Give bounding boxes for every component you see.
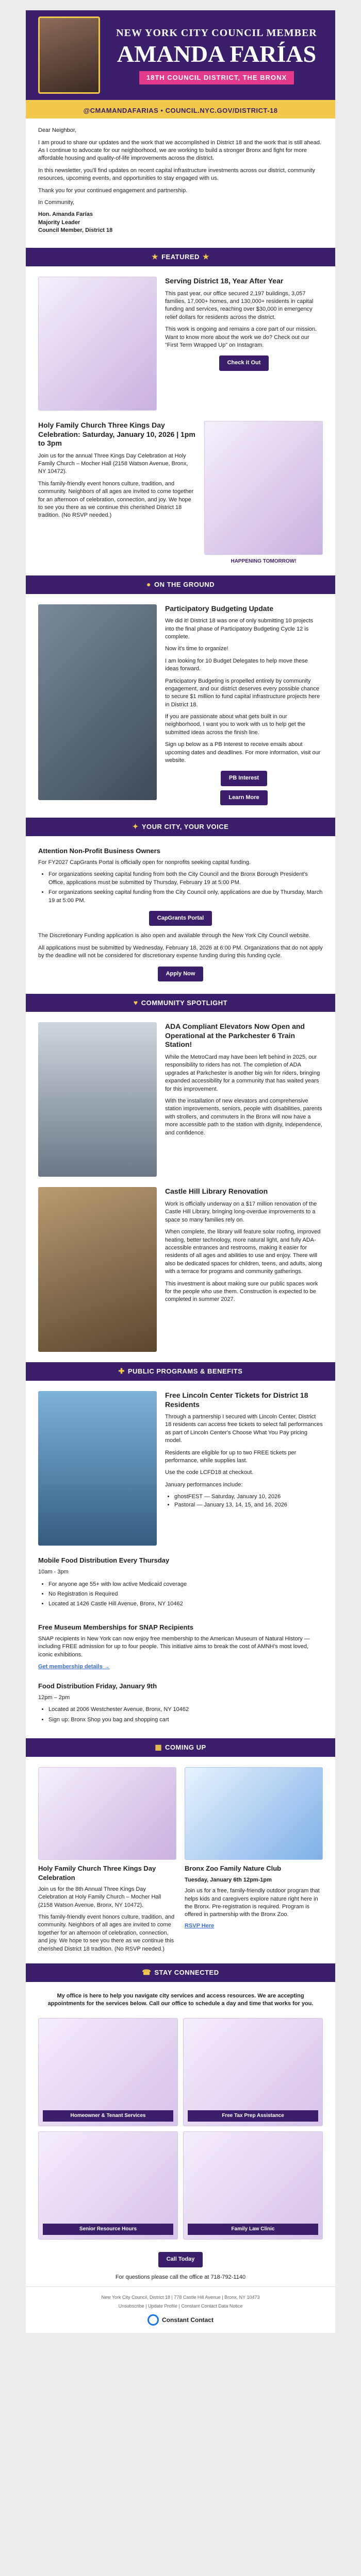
participatory-budgeting-photo	[38, 604, 157, 800]
programs-paragraph-2: Residents are eligible for up to two FREE tickets per performance, while supplies last.	[165, 1449, 297, 1464]
featured-paragraph-1: This past year, our office secured 2,197 buildings, 3,057 families, 17,000+ homes, and 130,000+ residents in capital funding and services, reaching over $30,000 in emergency relief dollars for residents across the district.	[165, 290, 314, 320]
service-flyer-4	[183, 2131, 323, 2240]
spotlight-title-1: ADA Compliant Elevators Now Open and Operational at the Parkchester 6 Train Station!	[165, 1022, 305, 1049]
intro-paragraph-3: Thank you for your continued engagement and partnership.	[38, 187, 188, 194]
coming-col-1	[38, 1767, 176, 1954]
coming-up-columns	[26, 1762, 335, 1959]
social-handle-row[interactable]: @CMAMANDAFARIAS • COUNCIL.NYC.GOV/DISTRICT-18	[26, 103, 335, 118]
programs-museum	[26, 1618, 335, 1676]
voice-deadlines-list	[48, 871, 323, 905]
voice-paragraph-1: For FY2027 CapGrants Portal is officially open for nonprofits seeking capital funding.	[38, 859, 251, 866]
ground-paragraph-1: We did it! District 18 was one of only submitting 10 projects into the final phase of Participatory Budgeting Cycle 12 is complete.	[165, 618, 314, 640]
featured-content-2	[38, 421, 196, 565]
header-banner	[26, 10, 335, 103]
services-grid	[26, 2013, 335, 2245]
star-icon: ★	[202, 252, 209, 261]
learn-more-button[interactable]: Learn More	[220, 790, 267, 805]
megaphone-icon: ✦	[132, 822, 139, 831]
section-public-programs	[26, 1362, 335, 1381]
ground-paragraph-3: I am looking for 10 Budget Delegates to help move these ideas forward.	[165, 657, 308, 672]
ground-paragraph-4: Participatory Budgeting is propelled entirely by community engagement, and our district deserves every possible chance to secure $1 million to fund capital infrastructure projects here in District 18.	[165, 677, 320, 708]
ground-content	[165, 604, 323, 808]
featured-paragraph-4: This family-friendly event honors culture, tradition, and community. Neighbors of all ages are invited to come together for an afternoon of celebration, connection, and joy. We hope to see you there as we continue this cherished District 18 tradition. (No RSVP needed.)	[38, 480, 194, 519]
phone-icon: ☎	[142, 1968, 152, 1977]
section-coming-up	[26, 1738, 335, 1757]
signature-name: Hon. Amanda Farías	[38, 211, 93, 218]
people-icon: ♥	[133, 998, 138, 1007]
spotlight-content-2	[165, 1187, 323, 1352]
featured-paragraph-3: Join us for the annual Three Kings Day Celebration at Holy Family Church – Mocher Hall (2158 Watson Avenue, Bronx, NY 10472).	[38, 452, 188, 475]
footer-address: New York City Council, District 18 | 778 Castle Hill Avenue | Bronx, NY 10473	[101, 2295, 260, 2300]
spotlight-row-1	[26, 1017, 335, 1182]
capgrants-portal-button[interactable]: CapGrants Portal	[149, 911, 212, 926]
intro-paragraph-1: I am proud to share our updates and the work that we accomplished in District 18 and the work that is still ahead. As I continue to advocate for our neighborhood, we are working to build a stronger Bronx and fight for more affordable housing and quality-of-life improvements across the district.	[38, 139, 322, 162]
section-on-the-ground	[26, 575, 335, 594]
section-community-spotlight	[26, 994, 335, 1012]
intro-letter	[26, 118, 335, 243]
programs-title-1: Free Lincoln Center Tickets for District 18 Residents	[165, 1391, 308, 1409]
constant-contact-icon	[147, 2314, 159, 2326]
list-item: • Sign up: Bronx Shop you bag and shopping cart	[48, 1716, 323, 1724]
service-flyer-1	[38, 2018, 178, 2126]
service-label-2: Free Tax Prep Assistance	[188, 2110, 318, 2122]
section-coming-label: COMING UP	[165, 1743, 206, 1751]
spotlight-row-2	[26, 1182, 335, 1357]
section-voice-label: YOUR CITY, YOUR VOICE	[141, 822, 229, 831]
banner-text	[110, 26, 323, 84]
voice-content	[26, 841, 335, 989]
programs-paragraph-4: SNAP recipients in New York can now enjoy free membership to the American Museum of Natural History — including FREE admission for up to four people. This initiative aims to break the cost of AMNH's most loved, iconic exhibitions.	[38, 1636, 310, 1658]
email-footer	[26, 2286, 335, 2333]
three-kings-flyer-image-2	[38, 1767, 176, 1860]
mobile-food-list	[48, 1581, 323, 1608]
section-stay-label: STAY CONNECTED	[154, 1968, 219, 1976]
coming-col-2	[185, 1767, 323, 1954]
programs-mobile-food	[26, 1551, 335, 1618]
spotlight-paragraph-1: While the MetroCard may have been left behind in 2025, our responsibility to riders has not. The completion of ADA upgrades at Parkchester is another big win for riders, bringing expanded accessibility for a community that has waited years for this improvement.	[165, 1054, 320, 1092]
section-stay-connected	[26, 1963, 335, 1982]
ground-paragraph-2: Now it's time to organize!	[165, 646, 228, 652]
performances-list	[174, 1493, 323, 1509]
programs-time-4: 12pm – 2pm	[38, 1694, 70, 1701]
programs-list-heading: January performances include:	[165, 1481, 243, 1488]
list-item: • ghostFEST — Saturday, January 10, 2026	[174, 1493, 323, 1501]
council-member-photo	[38, 16, 100, 94]
list-item: • For organizations seeking capital funding from the City Council only, applications are due by Thursday, March 19 at 5:00 PM.	[48, 889, 323, 905]
ground-paragraph-6: Sign up below as a PB Interest to receive emails about upcoming dates and deadlines. For more information, visit our website.	[165, 741, 321, 764]
featured-paragraph-2: This work is ongoing and remains a core part of our mission. Want to know more about the work we do? Check out our "First Term Wrapped Up" on Instagram.	[165, 326, 317, 348]
ground-row	[26, 599, 335, 813]
happening-tomorrow-caption: HAPPENING TOMORROW!	[231, 558, 297, 565]
food-friday-list	[48, 1706, 323, 1724]
coming-title-1: Holy Family Church Three Kings Day Celebration	[38, 1864, 156, 1882]
list-item: • Pastoral — January 13, 14, 15, and 16, 2026	[174, 1501, 323, 1509]
voice-paragraph-2: The Discretionary Funding application is also open and available through the New York City Council website.	[38, 933, 310, 939]
programs-content-1	[165, 1391, 323, 1546]
featured-content-1	[165, 277, 323, 411]
coming-time-2: Tuesday, January 6th 12pm-1pm	[185, 1876, 272, 1883]
lincoln-center-photo	[38, 1391, 157, 1546]
spotlight-paragraph-4: When complete, the library will feature solar roofing, improved heating, better technology, more natural light, and fully ADA-accessible entrances and restrooms, making it easier for residents of all ages and abilities to use and enjoy. There will also be dedicated spaces for children, teens, and adults, along with a terrace for programs and community gatherings.	[165, 1229, 322, 1275]
call-today-button[interactable]: Call Today	[158, 2252, 203, 2267]
section-featured	[26, 248, 335, 266]
spotlight-paragraph-2: With the installation of new elevators and comprehensive station improvements, seniors, people with disabilities, parents with strollers, and commuters in the Bronx will now have a more accessible path to the station with dignity, independence, and confidence.	[165, 1097, 322, 1136]
featured-title-1: Serving District 18, Year After Year	[165, 277, 284, 285]
voice-title: Attention Non-Profit Business Owners	[38, 846, 160, 855]
coming-paragraph-2: This family-friendly event honors culture, tradition, and community. Neighbors of all ages are invited to come together for an afternoon of celebration, connection, and joy. We hope to see you there as we continue this cherished District 18 tradition. (No RSVP needed.)	[38, 1914, 175, 1952]
voice-paragraph-3: All applications must be submitted by Wednesday, February 18, 2026 at 6:00 PM. Organizations that do not apply by the deadline will not be considered for discretionary expense funding during this funding cycle.	[38, 944, 323, 959]
featured-row-1	[26, 272, 335, 416]
list-item: • Located at 1426 Castle Hill Avenue, Bronx, NY 10462	[48, 1600, 323, 1608]
section-spotlight-label: COMMUNITY SPOTLIGHT	[141, 998, 228, 1007]
intro-paragraph-2: In this newsletter, you'll find updates on recent capital infrastructure investments across our district, community resources, upcoming events, and opportunities to stay engaged with us.	[38, 167, 316, 182]
service-label-1: Homeowner & Tenant Services	[43, 2110, 173, 2122]
programs-title-3: Free Museum Memberships for SNAP Recipients	[38, 1623, 194, 1631]
bronx-zoo-flyer-image	[185, 1767, 323, 1860]
constant-contact-logo[interactable]	[38, 2314, 323, 2326]
section-programs-label: PUBLIC PROGRAMS & BENEFITS	[127, 1367, 243, 1376]
programs-food-friday	[26, 1676, 335, 1733]
banner-district: 18TH COUNCIL DISTRICT, THE BRONX	[139, 71, 294, 84]
footer-links[interactable]: Unsubscribe | Update Profile | Constant Contact Data Notice	[118, 2303, 243, 2309]
list-item: • For organizations seeking capital funding from both the City Council and the Bronx Borough President's Office, applications must be submitted by Thursday, February 19 at 5:00 PM.	[48, 871, 323, 887]
banner-name: AMANDA FARÍAS	[117, 40, 317, 67]
coming-title-2: Bronx Zoo Family Nature Club	[185, 1864, 282, 1872]
signature-title-1: Majority Leader	[38, 219, 80, 226]
programs-paragraph-1: Through a partnership I secured with Lincoln Center, District 18 residents can access free tickets to select fall performances as part of Lincoln Center's Choose What You Pay pricing model.	[165, 1414, 323, 1444]
section-ground-label: ON THE GROUND	[154, 580, 215, 588]
programs-row-1	[26, 1386, 335, 1551]
list-item: • Located at 2006 Westchester Avenue, Bronx, NY 10462	[48, 1706, 323, 1714]
coming-paragraph-3: Join us for a free, family-friendly outdoor program that helps kids and caregivers explore nature right here in the Bronx. Pre-registration is required. Program is offered in partnership with the Bronx Zoo.	[185, 1888, 320, 1918]
banner-role: NEW YORK CITY COUNCIL MEMBER	[116, 27, 317, 39]
check-it-out-button[interactable]: Check it Out	[219, 355, 269, 370]
stay-contact: For questions please call the office at 718-792-1140	[115, 2274, 246, 2280]
calendar-icon: ▦	[155, 1742, 162, 1751]
stay-cta	[26, 2245, 335, 2286]
stay-paragraph: My office is here to help you navigate city services and access resources. We are accepting appointments for the services below. Call our office to schedule a day and time that works for you.	[47, 1992, 314, 2007]
coming-paragraph-1: Join us for the 8th Annual Three Kings Day Celebration at Holy Family Church – Mocher Hall (2158 Watson Avenue, Bronx, NY 10472).	[38, 1886, 161, 1908]
newsletter-card	[26, 10, 335, 2333]
section-your-city-your-voice	[26, 818, 335, 836]
apply-now-button[interactable]: Apply Now	[158, 967, 204, 981]
stay-intro	[26, 1987, 335, 2013]
featured-title-2: Holy Family Church Three Kings Day Celebration: Saturday, January 10, 2026 | 1pm to 3pm	[38, 421, 195, 448]
spotlight-content-1	[165, 1022, 323, 1177]
programs-title-2: Mobile Food Distribution Every Thursday	[38, 1556, 170, 1565]
pb-interest-button[interactable]: PB Interest	[221, 771, 267, 786]
constant-contact-label: Constant Contact	[162, 2316, 214, 2324]
rsvp-here-link[interactable]: RSVP Here	[185, 1922, 215, 1929]
service-label-3: Senior Resource Hours	[43, 2224, 173, 2235]
intro-greeting: Dear Neighbor,	[38, 127, 76, 134]
service-flyer-2	[183, 2018, 323, 2126]
intro-closing: In Community,	[38, 199, 75, 206]
parkchester-station-photo	[38, 1022, 157, 1177]
section-featured-label: FEATURED	[161, 253, 200, 261]
service-flyer-3	[38, 2131, 178, 2240]
star-icon: ★	[152, 252, 159, 261]
spotlight-paragraph-5: This investment is about making sure our public spaces work for the people who use them. Construction is expected to be completed in summer 2027.	[165, 1280, 318, 1303]
spotlight-title-2: Castle Hill Library Renovation	[165, 1187, 268, 1196]
programs-time-2: 10am - 3pm	[38, 1569, 69, 1575]
ground-paragraph-5: If you are passionate about what gets built in our neighborhood, I want you to work with us to help get the submitted ideas across the finish line.	[165, 714, 306, 736]
first-term-wrapped-image	[38, 277, 157, 411]
list-item: • For anyone age 55+ with low active Medicaid coverage	[48, 1581, 323, 1588]
service-label-4: Family Law Clinic	[188, 2224, 318, 2235]
three-kings-flyer-image	[204, 421, 323, 555]
castle-hill-library-photo	[38, 1187, 157, 1352]
featured-row-2	[26, 416, 335, 570]
gift-icon: ✚	[118, 1367, 125, 1376]
programs-paragraph-3: Use the code LCFD18 at checkout.	[165, 1469, 254, 1476]
ground-title: Participatory Budgeting Update	[165, 604, 274, 613]
location-pin-icon: ●	[146, 580, 151, 589]
programs-title-4: Food Distribution Friday, January 9th	[38, 1682, 157, 1690]
signature-title-2: Council Member, District 18	[38, 227, 113, 234]
membership-details-link[interactable]: Get membership details →	[38, 1664, 110, 1670]
spotlight-paragraph-3: Work is officially underway on a $17 million renovation of the Castle Hill Library, bringing long-overdue improvements to a space so many families rely on.	[165, 1200, 317, 1223]
list-item: • No Registration is Required	[48, 1590, 323, 1598]
